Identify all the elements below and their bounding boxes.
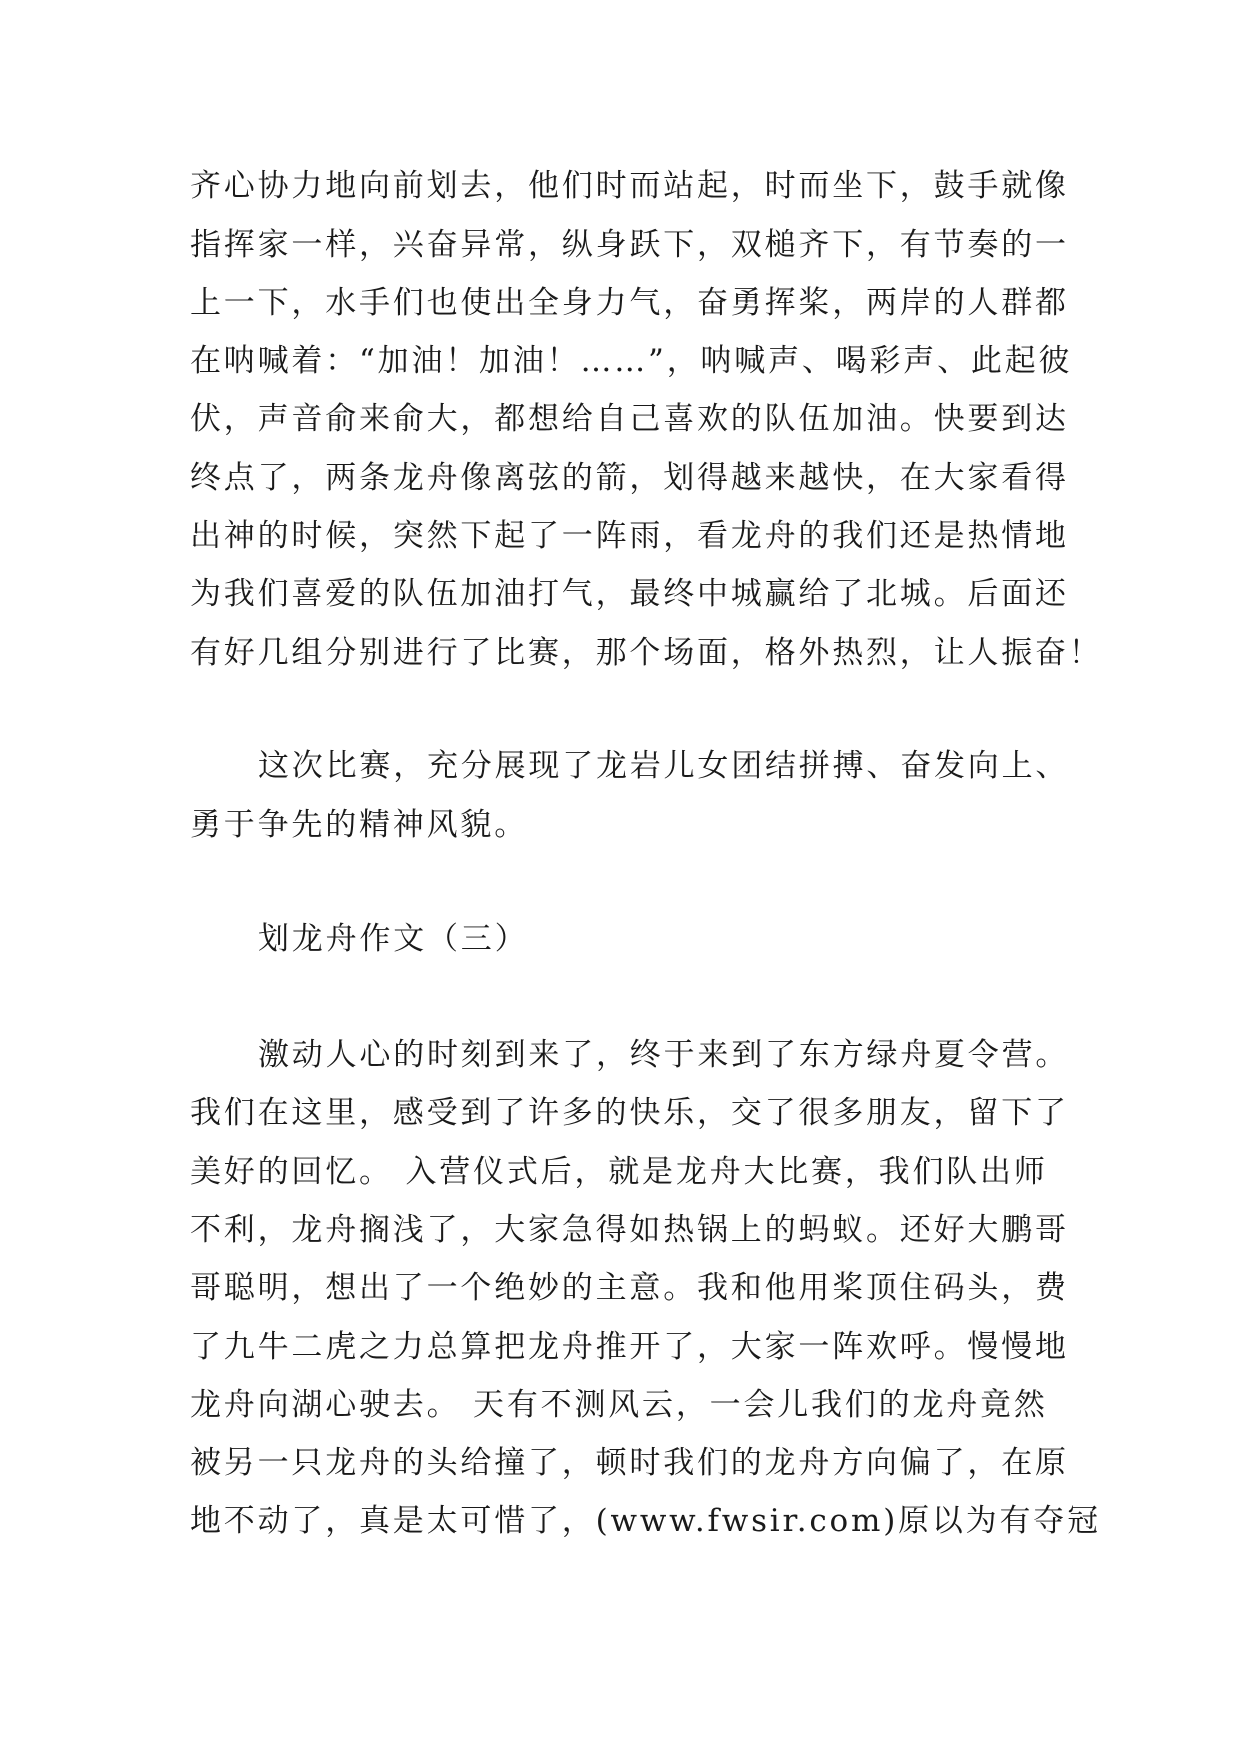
text-line: 这次比赛，充分展现了龙岩儿女团结拼搏、奋发向上、 <box>258 748 1070 784</box>
text-line: 了九牛二虎之力总算把龙舟推开了，大家一阵欢呼。慢慢地 <box>190 1329 1069 1365</box>
text-line: 被另一只龙舟的头给撞了，顿时我们的龙舟方向偏了，在原 <box>190 1445 1069 1481</box>
text-line: 哥聪明，想出了一个绝妙的主意。我和他用桨顶住码头，费 <box>190 1270 1069 1306</box>
text-line: 地不动了，真是太可惜了，(www.fwsir.com)原以为有夺冠 <box>190 1503 1101 1539</box>
text-line: 美好的回忆。 入营仪式后，就是龙舟大比赛，我们队出师 <box>190 1154 1048 1190</box>
text-line: 上一下，水手们也使出全身力气，奋勇挥桨，两岸的人群都 <box>190 285 1069 321</box>
text-line: 为我们喜爱的队伍加油打气，最终中城赢给了北城。后面还 <box>190 576 1069 612</box>
text-line: 指挥家一样，兴奋异常，纵身跃下，双槌齐下，有节奏的一 <box>190 227 1069 263</box>
text-line: 激动人心的时刻到来了，终于来到了东方绿舟夏令营。 <box>258 1037 1070 1073</box>
text-line: 出神的时候，突然下起了一阵雨，看龙舟的我们还是热情地 <box>190 518 1069 554</box>
section-heading: 划龙舟作文（三） <box>258 921 529 957</box>
text-line: 伏，声音俞来俞大，都想给自己喜欢的队伍加油。快要到达 <box>190 401 1069 437</box>
text-line: 我们在这里，感受到了许多的快乐，交了很多朋友，留下了 <box>190 1095 1069 1131</box>
text-line: 终点了，两条龙舟像离弦的箭，划得越来越快，在大家看得 <box>190 460 1069 496</box>
text-line: 勇于争先的精神风貌。 <box>190 807 528 843</box>
text-line: 齐心协力地向前划去，他们时而站起，时而坐下，鼓手就像 <box>190 168 1069 204</box>
text-line: 在呐喊着：“加油！加油！……”，呐喊声、喝彩声、此起彼 <box>190 343 1073 379</box>
text-line: 有好几组分别进行了比赛，那个场面，格外热烈，让人振奋！ <box>190 635 1103 671</box>
text-line: 龙舟向湖心驶去。 天有不测风云，一会儿我们的龙舟竟然 <box>190 1387 1048 1423</box>
text-line: 不利，龙舟搁浅了，大家急得如热锅上的蚂蚁。还好大鹏哥 <box>190 1212 1069 1248</box>
